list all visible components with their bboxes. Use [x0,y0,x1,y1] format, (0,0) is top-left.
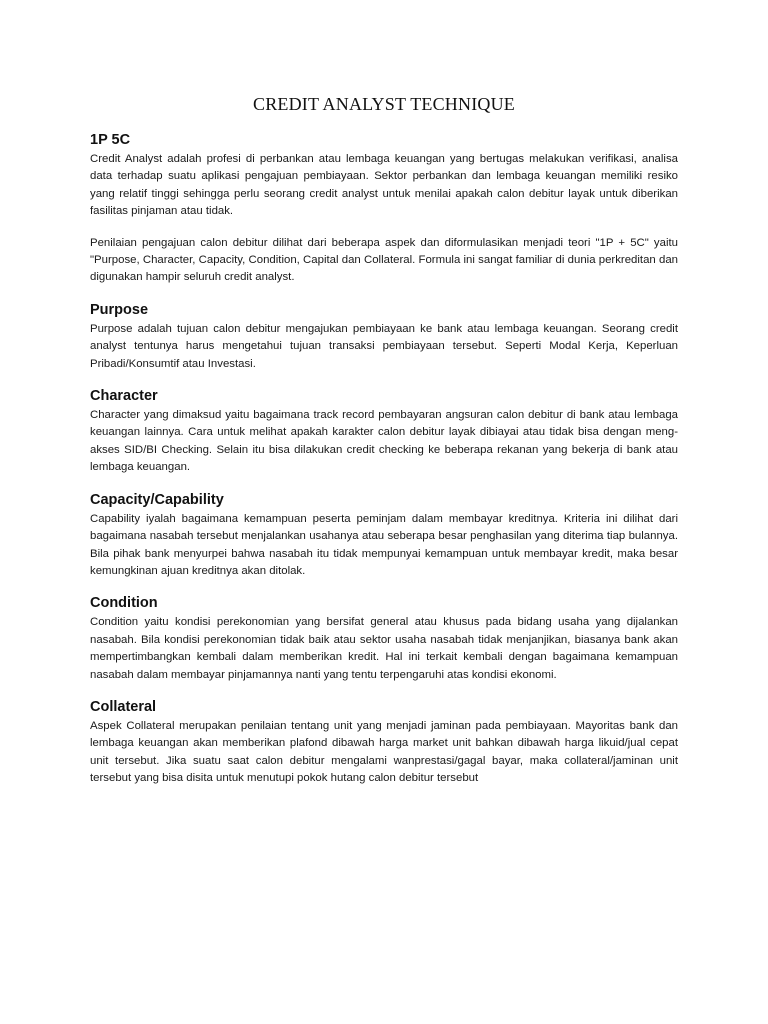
document-content [90,132,678,788]
section-heading: 1P 5C [90,132,131,148]
paragraph: Character yang dimaksud yaitu bagaimana track record pembayaran angsuran calon debitur di bank atau lembaga keuangan lainnya. Cara untuk melihat apakah karakter calon debitur layak dibiayai atau tidak bisa dengan meng-akses SID/BI Checking. Selain itu bisa dilakukan credit checking ke beberapa rekanan yang bekerja di bank atau lembaga keuangan. [90,409,678,474]
document-title: CREDIT ANALYST TECHNIQUE [252,94,515,114]
section-heading: Capacity/Capability [90,491,224,508]
section-heading: Collateral [90,698,157,715]
paragraph: Condition yaitu kondisi perekonomian yang bersifat general atau khusus pada bidang usaha yang dijalankan nasabah. Bila kondisi perekonomian tidak baik atau sektor usaha nasabah tidak menjanjikan, biasanya bank akan mempertimbangkan kembali dalam memberikan kredit. Hal ini terkait kembali dengan bagaimana kemampuan nasabah dalam membayar pinjamannya nanti yang tentu terpengaruhi atas kondisi ekonomi. [90,616,678,681]
paragraph: Credit Analyst adalah profesi di perbankan atau lembaga keuangan yang bertugas melakukan verifikasi, analisa data terhadap suatu aplikasi pengajuan pembiayaan. Sektor perbankan dan lembaga keuangan memiliki resiko yang relatif tinggi sehingga perlu seorang credit analyst untuk menilai apakah calon debitur layak untuk diberikan fasilitas pinjaman atau tidak. [90,153,678,218]
section-condition [90,595,678,684]
paragraph: Capability iyalah bagaimana kemampuan peserta peminjam dalam membayar kreditnya. Kriteria ini dilihat dari bagaimana nasabah tersebut menjalankan usahanya atau seberapa besar penghasilan yang diterima tiap bulannya. Bila pihak bank menyurpei bahwa nasabah itu tidak mempunyai kemampuan untuk membayar kredit, maka besar kemungkinan ajuan kreditnya akan ditolak. [90,512,678,577]
paragraph: Aspek Collateral merupakan penilaian tentang unit yang menjadi jaminan pada pembiayaan. Mayoritas bank dan lembaga keuangan akan memberikan plafond dibawah harga market unit bahkan dibawah harga likuid/jual cepat unit tersebut. Jika suatu saat calon debitur mengalami wanprestasi/gagal bayar, maka collateral/jaminan unit tersebut yang bisa disita untuk menutupi pokok hutang calon debitur tersebut [90,719,678,785]
paragraph: Penilaian pengajuan calon debitur dilihat dari beberapa aspek dan diformulasikan menjadi teori "1P + 5C" yaitu "Purpose, Character, Capacity, Condition, Capital dan Collateral. Formula ini sangat familiar di dunia perkreditan dan digunakan hampir seluruh credit analyst. [90,236,678,284]
section-heading: Character [90,388,158,405]
section-capacity [90,492,678,581]
section-purpose [90,302,678,373]
section-1p5c [90,132,678,287]
paragraph: Purpose adalah tujuan calon debitur mengajukan pembiayaan ke bank atau lembaga keuangan. Seorang credit analyst tentunya harus mengetahui tujuan transaksi pembiayaan tersebut. Seperti Modal Kerja, Keperluan Pribadi/Konsumtif atau Investasi. [90,322,678,370]
section-collateral [90,699,678,788]
section-heading: Purpose [90,301,149,318]
section-character [90,388,678,477]
section-heading: Condition [90,595,158,612]
